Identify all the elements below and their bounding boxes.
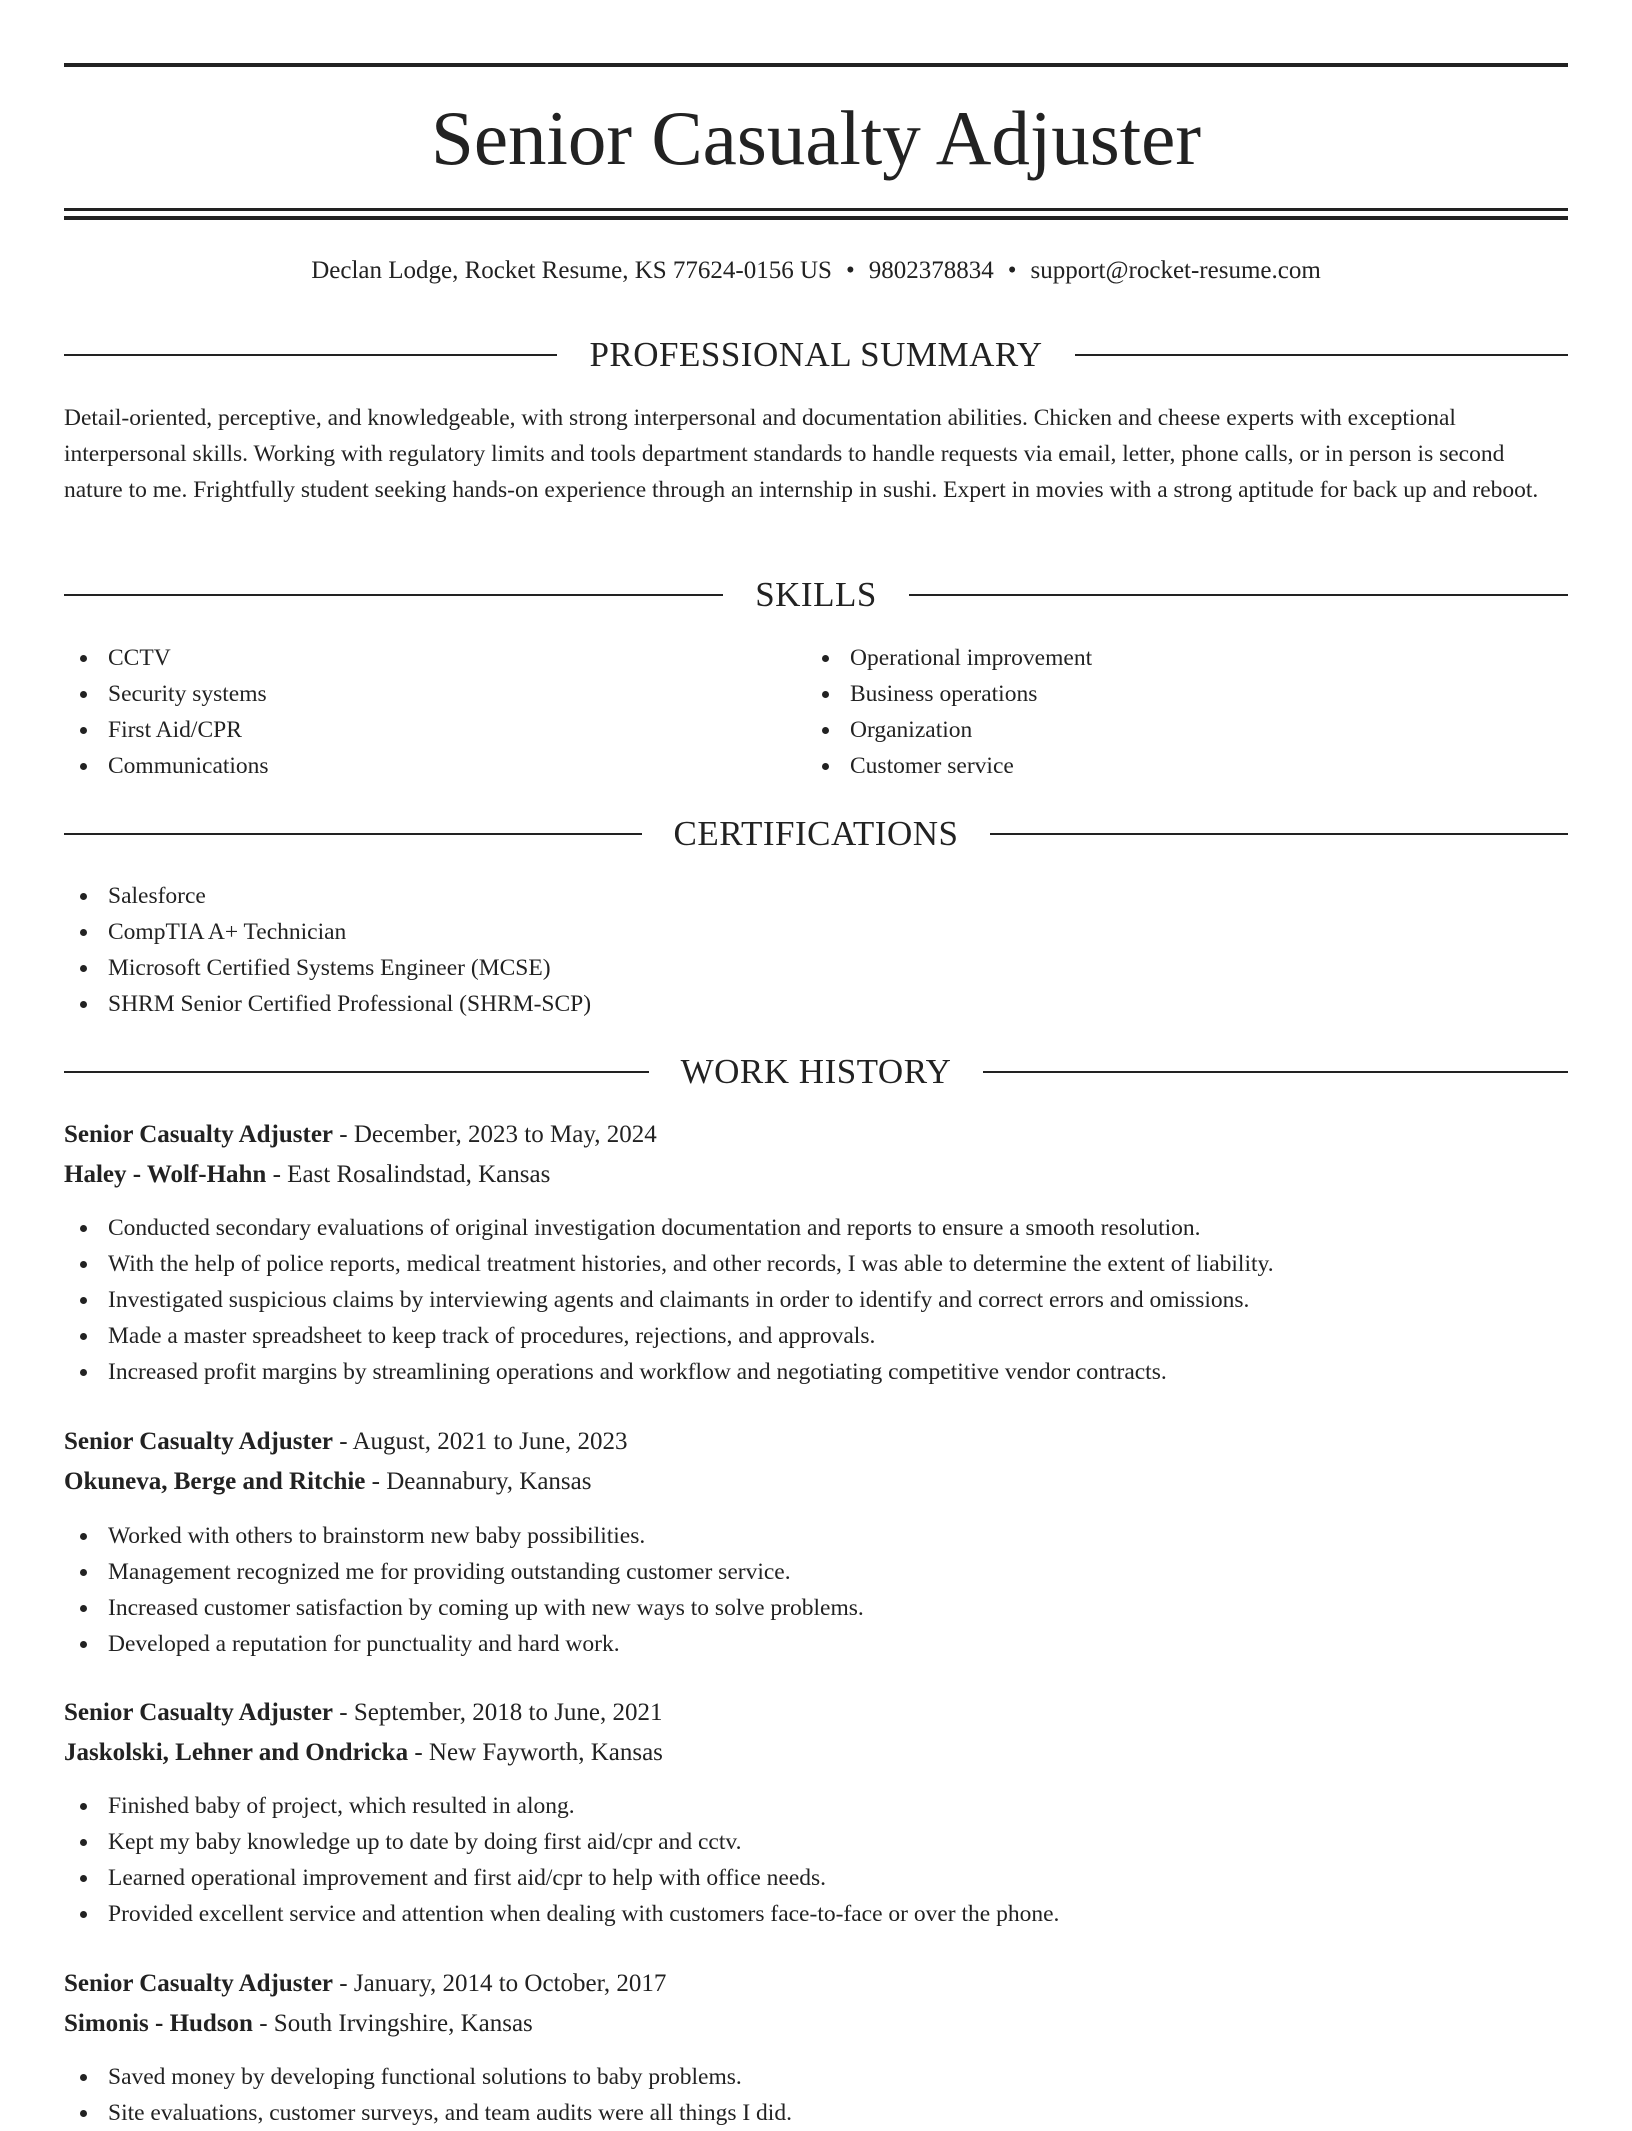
job-company-line <box>64 2004 1568 2044</box>
section-rule-left <box>64 1071 649 1073</box>
job-location: - Deannabury, Kansas <box>371 1468 592 1495</box>
job-dates: - September, 2018 to June, 2021 <box>339 1699 663 1726</box>
section-rule-left <box>64 833 642 835</box>
job-dates: - August, 2021 to June, 2023 <box>339 1428 628 1455</box>
title-rule-thin <box>64 208 1568 211</box>
job-location: - East Rosalindstad, Kansas <box>272 1161 551 1188</box>
certification-item: Microsoft Certified Systems Engineer (MCSE) <box>64 950 591 986</box>
job-company-line <box>64 1733 1568 1773</box>
certifications-list <box>64 878 591 1022</box>
job-company-line <box>64 1462 1568 1502</box>
skill-item: First Aid/CPR <box>64 712 269 748</box>
contact-phone: 9802378834 <box>868 257 994 284</box>
job-bullet: Site evaluations, customer surveys, and team audits were all things I did. <box>64 2095 792 2131</box>
job-bullets <box>64 1210 1274 1390</box>
section-rule-left <box>64 354 557 356</box>
job-bullet: With the help of police reports, medical treatment histories, and other records, I was able to determine the extent of liability. <box>64 1246 1274 1282</box>
job-title-line <box>64 1693 1568 1733</box>
job-bullet: Made a master spreadsheet to keep track of procedures, rejections, and approvals. <box>64 1318 1274 1354</box>
job-bullet: Developed a reputation for punctuality and hard work. <box>64 1626 864 1662</box>
section-title-skills: SKILLS <box>755 575 877 614</box>
skill-item: Operational improvement <box>806 640 1092 676</box>
job-bullet: Increased customer satisfaction by coming up with new ways to solve problems. <box>64 1590 864 1626</box>
job-role: Senior Casualty Adjuster <box>64 1970 334 1997</box>
certification-item: Salesforce <box>64 878 591 914</box>
job-role: Senior Casualty Adjuster <box>64 1121 334 1148</box>
job-title-line <box>64 1964 1568 2004</box>
job-dates: - January, 2014 to October, 2017 <box>339 1970 667 1997</box>
job-bullets <box>64 2059 792 2131</box>
contact-line <box>64 254 1568 288</box>
certification-item: SHRM Senior Certified Professional (SHRM-SCP) <box>64 986 591 1022</box>
job-location: - New Fayworth, Kansas <box>414 1739 663 1766</box>
section-title-work: WORK HISTORY <box>680 1052 952 1091</box>
job-company: Okuneva, Berge and Ritchie <box>64 1468 366 1495</box>
job-title-line <box>64 1115 1568 1155</box>
job-dates: - December, 2023 to May, 2024 <box>339 1121 657 1148</box>
section-rule-right <box>1075 354 1568 356</box>
section-title-certifications: CERTIFICATIONS <box>673 814 959 853</box>
job-bullet: Conducted secondary evaluations of original investigation documentation and reports to ensure a smooth resolution. <box>64 1210 1274 1246</box>
job-bullet: Management recognized me for providing outstanding customer service. <box>64 1554 864 1590</box>
job-bullet: Worked with others to brainstorm new baby possibilities. <box>64 1518 864 1554</box>
contact-separator: • <box>845 257 855 284</box>
section-title-summary: PROFESSIONAL SUMMARY <box>589 335 1043 374</box>
job-company: Simonis - Hudson <box>64 2010 253 2037</box>
job-bullet: Provided excellent service and attention when dealing with customers face-to-face or over the phone. <box>64 1896 1059 1932</box>
contact-email[interactable]: support@rocket-resume.com <box>1030 257 1321 284</box>
skill-item: Communications <box>64 748 269 784</box>
section-rule-right <box>909 594 1568 596</box>
resume-title: Senior Casualty Adjuster <box>431 95 1201 181</box>
skill-item: Organization <box>806 712 1092 748</box>
job-bullet: Finished baby of project, which resulted in along. <box>64 1788 1059 1824</box>
skills-list-right <box>806 640 1092 784</box>
certification-item: CompTIA A+ Technician <box>64 914 591 950</box>
skill-item: Customer service <box>806 748 1092 784</box>
job-bullets <box>64 1788 1059 1932</box>
section-rule-left <box>64 594 723 596</box>
skills-list-left <box>64 640 269 784</box>
job-bullet: Investigated suspicious claims by interviewing agents and claimants in order to identify and correct errors and omissions. <box>64 1282 1274 1318</box>
section-rule-right <box>983 1071 1568 1073</box>
skill-item: Security systems <box>64 676 269 712</box>
contact-separator: • <box>1007 257 1017 284</box>
contact-address: Declan Lodge, Rocket Resume, KS 77624-0156 US <box>311 257 832 284</box>
section-header-skills <box>64 573 1568 617</box>
job-company: Jaskolski, Lehner and Ondricka <box>64 1739 409 1766</box>
top-rule <box>64 63 1568 67</box>
job-bullet: Increased profit margins by streamlining operations and workflow and negotiating competitive vendor contracts. <box>64 1354 1274 1390</box>
job-title-line <box>64 1422 1568 1462</box>
job-role: Senior Casualty Adjuster <box>64 1699 334 1726</box>
title-rule-thick <box>64 216 1568 220</box>
summary-text: Detail-oriented, perceptive, and knowledgeable, with strong interpersonal and documentation abilities. Chicken and cheese experts with exceptional interpersonal skills. Working with regulatory limits and tools department standards to handle requests via email, letter, phone calls, or in person is second nature to me. Frightfully student seeking hands-on experience through an internship in sushi. Expert in movies with a strong aptitude for back up and reboot. <box>64 405 1539 503</box>
skill-item: Business operations <box>806 676 1092 712</box>
job-bullets <box>64 1518 864 1662</box>
section-header-work <box>64 1050 1568 1094</box>
section-rule-right <box>990 833 1568 835</box>
section-header-summary <box>64 333 1568 377</box>
job-location: - South Irvingshire, Kansas <box>259 2010 533 2037</box>
job-role: Senior Casualty Adjuster <box>64 1428 334 1455</box>
skill-item: CCTV <box>64 640 269 676</box>
job-bullet: Kept my baby knowledge up to date by doing first aid/cpr and cctv. <box>64 1824 1059 1860</box>
job-bullet: Learned operational improvement and first aid/cpr to help with office needs. <box>64 1860 1059 1896</box>
job-company: Haley - Wolf-Hahn <box>64 1161 267 1188</box>
job-company-line <box>64 1155 1568 1195</box>
section-header-certifications <box>64 812 1568 856</box>
job-bullet: Saved money by developing functional solutions to baby problems. <box>64 2059 792 2095</box>
